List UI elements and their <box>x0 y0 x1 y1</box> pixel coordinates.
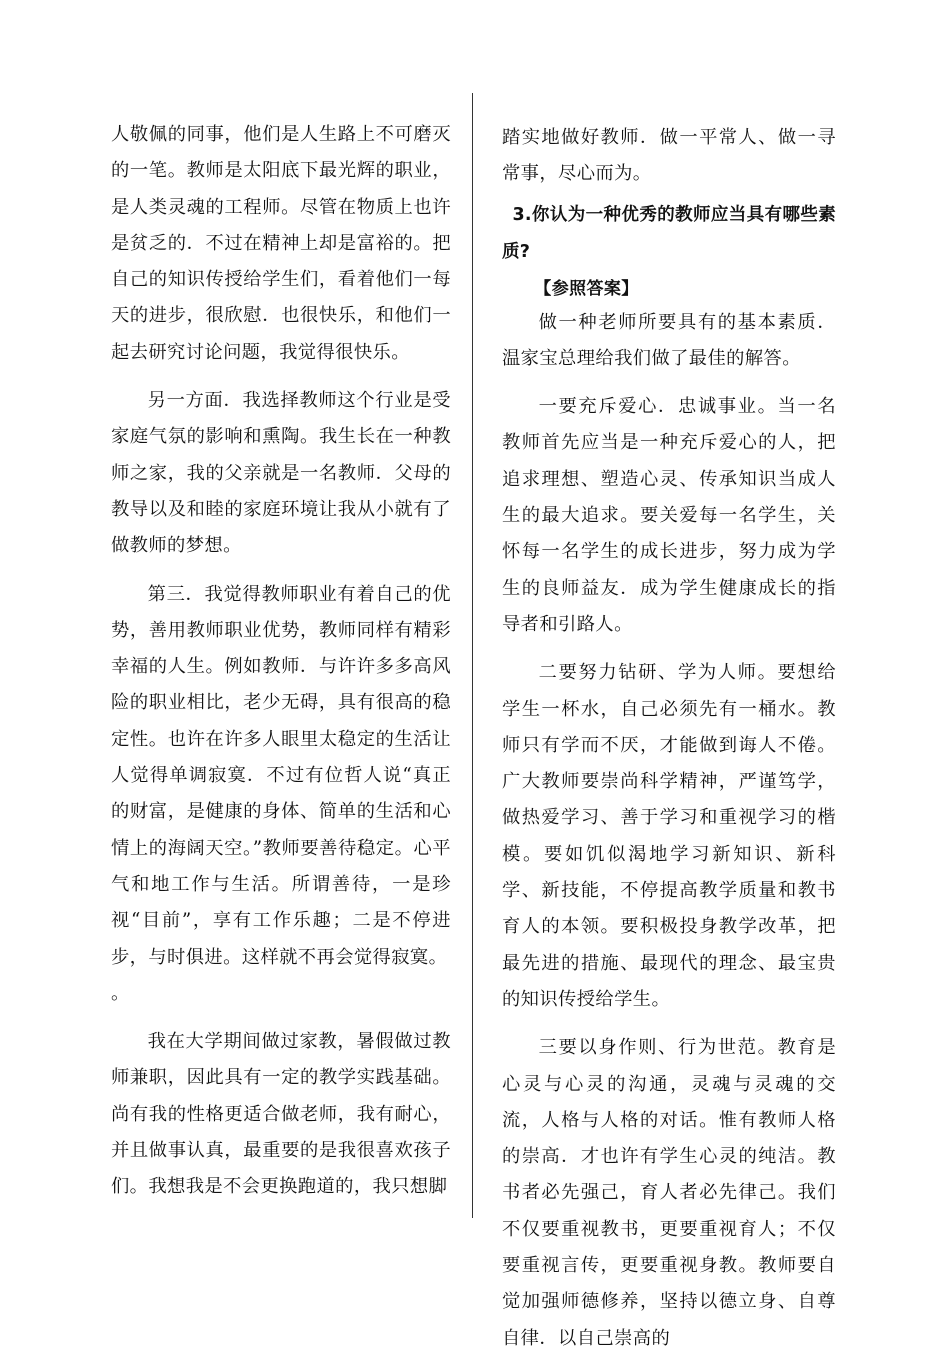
paragraph-family-influence: 另一方面．我选择教师这个行业是受家庭气氛的影响和熏陶。我生长在一种教师之家，我的父亲就是一名教师．父母的教导以及和睦的家庭环境让我从小就有了做教师的梦想。 <box>111 390 451 557</box>
paragraph-lead-by-example: 三要以身作则、行为世范。教育是心灵与心灵的沟通，灵魂与灵魂的交流，人格与人格的对话。惟有教师人格的崇高．才也许有学生心灵的纯洁。教书者必先强己，育人者必先律己。我们不仅要重视教书，更要重视育人；不仅要重视言传，更要重视身教。教师要自觉加强师德修养，坚持以德立身、自尊自律．以自己崇高的 <box>502 1037 836 1349</box>
question-heading: 3.你认为一种优秀的教师应当具有哪些素质? <box>502 204 836 262</box>
stray-period: 。 <box>111 982 130 1004</box>
reference-answer-label: 【参照答案】 <box>534 278 639 299</box>
paragraph-continuation: 踏实地做好教师．做一平常人、做一寻常事，尽心而为。 <box>502 127 836 185</box>
paragraph-study-hard: 二要努力钻研、学为人师。要想给学生一杯水，自己必须先有一桶水。教师只有学而不厌，才能做到诲人不倦。广大教师要崇尚科学精神，严谨笃学，做热爱学习、善于学习和重视学习的楷模。要如饥似渴地学习新知识、新科学、新技能，不停提高教学质量和教书育人的本领。要积极投身教学改革，把最先进的措施、最现代的理念、最宝贵的知识传授给学生。 <box>502 662 836 1010</box>
column-divider <box>472 93 473 1218</box>
left-column <box>111 117 451 1206</box>
paragraph-colleagues: 人敬佩的同事，他们是人生路上不可磨灭的一笔。教师是太阳底下最光辉的职业，是人类灵魂的工程师。尽管在物质上也许是贫乏的．不过在精神上却是富裕的。把自己的知识传授给学生们，看着他们一每天的进步，很欣慰．也很快乐，和他们一起去研究讨论问题，我觉得很快乐。 <box>111 124 451 363</box>
paragraph-career-advantages: 第三．我觉得教师职业有着自己的优势，善用教师职业优势，教师同样有精彩幸福的人生。例如教师．与许许多多高风险的职业相比，老少无碍，具有很高的稳定性。也许在许多人眼里太稳定的生活让人觉得单调寂寞．不过有位哲人说“真正的财富，是健康的身体、简单的生活和心情上的海阔天空。”教师要善待稳定。心平气和地工作与生活。所谓善待，一是珍视“目前”，享有工作乐趣；二是不停进步，与时俱进。这样就不再会觉得寂寞。 <box>111 583 451 968</box>
right-column <box>502 120 836 1357</box>
paragraph-basic-qualities: 做一种老师所要具有的基本素质．温家宝总理给我们做了最佳的解答。 <box>502 311 836 369</box>
paragraph-love-and-loyalty: 一要充斥爱心．忠诚事业。当一名教师首先应当是一种充斥爱心的人，把追求理想、塑造心灵、传承知识当成人生的最大追求。要关爱每一名学生，关怀每一名学生的成长进步，努力成为学生的良师益友．成为学生健康成长的指导者和引路人。 <box>502 396 836 635</box>
paragraph-teaching-experience: 我在大学期间做过家教，暑假做过教师兼职，因此具有一定的教学实践基础。尚有我的性格更适合做老师，我有耐心，并且做事认真，最重要的是我很喜欢孩子们。我想我是不会更换跑道的，我只想脚 <box>111 1031 451 1198</box>
